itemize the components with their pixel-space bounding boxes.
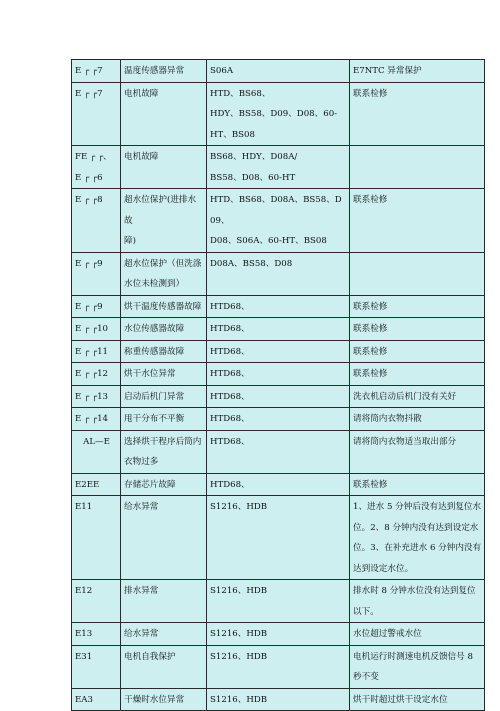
fault-description-cell: 水位传感器故障 (121, 318, 207, 341)
remedy-cell: 烘干时超过烘干设定水位 (350, 688, 485, 711)
error-code-cell: E ┌ ┌9 (72, 295, 121, 318)
table-row (72, 688, 485, 711)
table-row (72, 189, 485, 253)
applicable-models-cell: BS68、HDY、D08A/ BS58、D08、60-HT (207, 146, 350, 189)
remedy-cell: 联系检修 (350, 295, 485, 318)
table-row (72, 340, 485, 363)
applicable-models-cell: HTD68、 (207, 430, 350, 473)
remedy-cell: 联系检修 (350, 473, 485, 496)
applicable-models-cell: HTD68、 (207, 295, 350, 318)
fault-description-cell: 超水位保护(进排水故 障) (121, 189, 207, 253)
applicable-models-cell: S1216、HDB (207, 496, 350, 580)
remedy-cell: 排水时 8 分钟水位没有达到复位 以下。 (350, 580, 485, 623)
table-row (72, 252, 485, 295)
fault-description-cell: 电机故障 (121, 82, 207, 146)
error-code-cell: E12 (72, 580, 121, 623)
applicable-models-cell: HTD68、 (207, 363, 350, 386)
fault-description-cell: 电机自我保护 (121, 645, 207, 688)
fault-description-cell: 给水异常 (121, 496, 207, 580)
table-row (72, 385, 485, 408)
table-row (72, 473, 485, 496)
error-code-cell: FE ┌ ┌、 E ┌ ┌6 (72, 146, 121, 189)
error-code-cell: E ┌ ┌7 (72, 60, 121, 83)
applicable-models-cell: S1216、HDB (207, 623, 350, 646)
applicable-models-cell: D08A、BS58、D08 (207, 252, 350, 295)
applicable-models-cell: HTD、BS68、 HDY、BS58、D09、D08、60- HT、BS08 (207, 82, 350, 146)
remedy-cell: 电机运行时测速电机反馈信号 8 秒不变 (350, 645, 485, 688)
error-code-cell: E ┌ ┌7 (72, 82, 121, 146)
table-row (72, 363, 485, 386)
table-row (72, 430, 485, 473)
applicable-models-cell: S1216、HDB (207, 580, 350, 623)
fault-description-cell: 给水异常 (121, 623, 207, 646)
error-code-cell: E ┌ ┌9 (72, 252, 121, 295)
remedy-cell (350, 252, 485, 295)
applicable-models-cell: S1216、HDB (207, 688, 350, 711)
error-code-cell: E ┌ ┌10 (72, 318, 121, 341)
table-row (72, 295, 485, 318)
error-code-cell: EA3 (72, 688, 121, 711)
fault-description-cell: 烘干水位异常 (121, 363, 207, 386)
error-code-cell: E ┌ ┌8 (72, 189, 121, 253)
error-code-cell: E ┌ ┌13 (72, 385, 121, 408)
applicable-models-cell: HTD68、 (207, 408, 350, 431)
table-row (72, 496, 485, 580)
error-code-table (71, 59, 485, 711)
error-code-cell: E13 (72, 623, 121, 646)
applicable-models-cell: HTD68、 (207, 473, 350, 496)
remedy-cell: 请将筒内衣物适当取出部分 (350, 430, 485, 473)
fault-description-cell: 超水位保护（但洗涤 水位未检测到） (121, 252, 207, 295)
table-row (72, 60, 485, 83)
fault-description-cell: 选择烘干程序后筒内 衣物过多 (121, 430, 207, 473)
remedy-cell: 联系检修 (350, 340, 485, 363)
applicable-models-cell: S06A (207, 60, 350, 83)
error-code-cell: E31 (72, 645, 121, 688)
error-code-cell: E ┌ ┌12 (72, 363, 121, 386)
error-code-cell: AL—E (72, 430, 121, 473)
fault-description-cell: 干燥时水位异常 (121, 688, 207, 711)
table-row (72, 318, 485, 341)
error-code-cell: E ┌ ┌11 (72, 340, 121, 363)
applicable-models-cell: HTD68、 (207, 385, 350, 408)
remedy-cell: 联系检修 (350, 318, 485, 341)
error-code-cell: E11 (72, 496, 121, 580)
fault-description-cell: 启动后机门异常 (121, 385, 207, 408)
table-row (72, 82, 485, 146)
remedy-cell: 水位超过警戒水位 (350, 623, 485, 646)
remedy-cell: 请将筒内衣物抖散 (350, 408, 485, 431)
remedy-cell: 联系检修 (350, 363, 485, 386)
remedy-cell: 洗衣机启动后机门没有关好 (350, 385, 485, 408)
error-code-cell: E ┌ ┌14 (72, 408, 121, 431)
fault-description-cell: 排水异常 (121, 580, 207, 623)
applicable-models-cell: S1216、HDB (207, 645, 350, 688)
fault-description-cell: 电机故障 (121, 146, 207, 189)
table-row (72, 580, 485, 623)
fault-description-cell: 烘干温度传感器故障 (121, 295, 207, 318)
table-row (72, 623, 485, 646)
fault-description-cell: 存储芯片故障 (121, 473, 207, 496)
table-row (72, 645, 485, 688)
fault-description-cell: 温度传感器异常 (121, 60, 207, 83)
error-code-table-body (72, 60, 485, 711)
remedy-cell: 联系检修 (350, 189, 485, 253)
error-code-cell: E2EE (72, 473, 121, 496)
applicable-models-cell: HTD、BS68、D08A、BS58、D09、 D08、S06A、60-HT、BS08 (207, 189, 350, 253)
table-row (72, 408, 485, 431)
fault-description-cell: 甩干分布不平衡 (121, 408, 207, 431)
remedy-cell (350, 146, 485, 189)
remedy-cell: E7NTC 异常保护 (350, 60, 485, 83)
fault-description-cell: 称重传感器故障 (121, 340, 207, 363)
applicable-models-cell: HTD68、 (207, 318, 350, 341)
remedy-cell: 联系检修 (350, 82, 485, 146)
applicable-models-cell: HTD68、 (207, 340, 350, 363)
remedy-cell: 1、进水 5 分钟后没有达到复位水 位。2、8 分钟内没有达到设定水 位。3、在补充进水 6 分钟内没有 达到设定水位。 (350, 496, 485, 580)
table-row (72, 146, 485, 189)
